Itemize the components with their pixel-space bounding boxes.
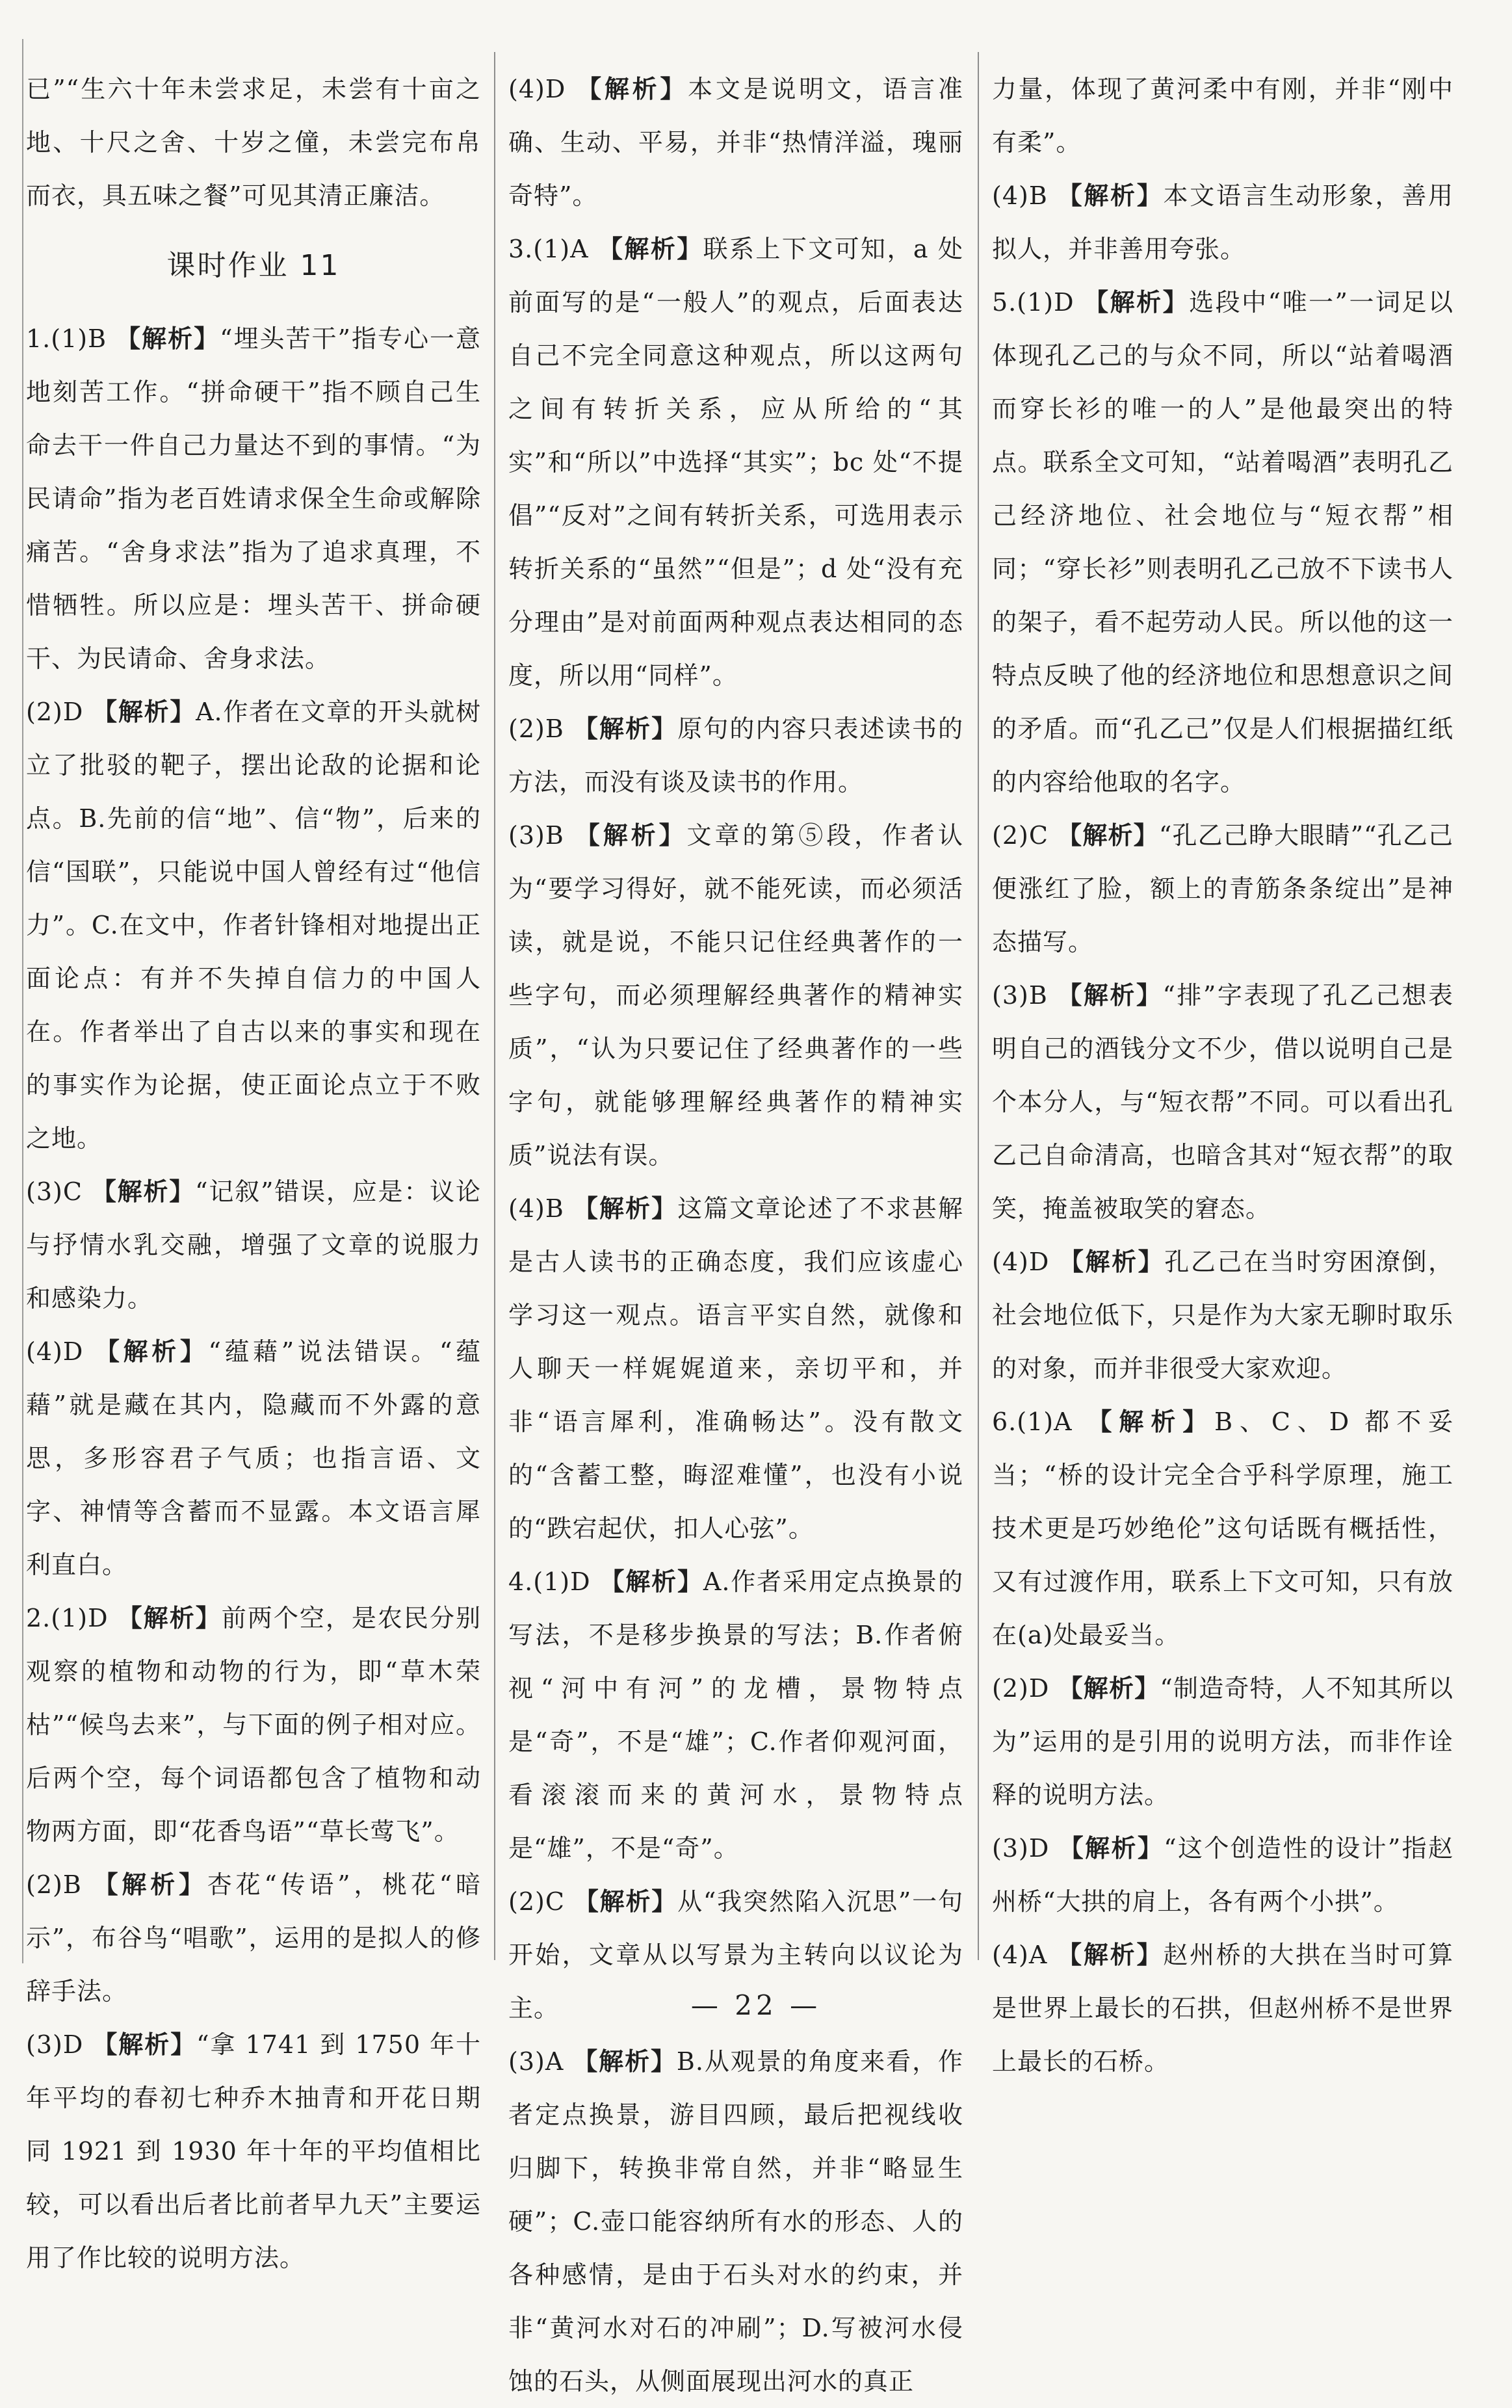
analysis-label: 【解析】 <box>116 324 220 353</box>
analysis-label: 【解析】 <box>117 1604 222 1632</box>
analysis-label: 【解析】 <box>577 75 688 103</box>
left-margin-strip <box>0 39 23 1963</box>
column-divider-2 <box>978 52 979 1960</box>
analysis-label: 【解析】 <box>91 1177 196 1206</box>
analysis-label: 【解析】 <box>598 235 703 263</box>
analysis-label: 【解析】 <box>573 1887 678 1916</box>
page-number: — 22 — <box>690 1989 822 2021</box>
answer-q5-2: (2)C 【解析】“孔乙己睁大眼睛”“孔乙己便涨红了脸，额上的青筋条条绽出”是神态描写。 <box>992 821 1453 956</box>
analysis-label: 【解析】 <box>1087 1407 1215 1436</box>
analysis-label: 【解析】 <box>573 1194 678 1223</box>
answer-q2-3: (3)D 【解析】“拿 1741 到 1750 年十年平均的春初七种乔木抽青和开花日期同 1921 到 1930 年十年的平均值相比较，可以看出后者比前者早九天”主要运用了作比较的说明方法。 <box>26 2030 481 2272</box>
section-title: 课时作业 11 <box>166 249 341 282</box>
column-left <box>26 62 482 2272</box>
column-right <box>992 62 1454 2076</box>
analysis-label: 【解析】 <box>1084 288 1190 317</box>
analysis-label: 【解析】 <box>1057 181 1164 210</box>
answer-q1-4: (4)D 【解析】“蕴藉”说法错误。“蕴藉”就是藏在其内，隐藏而不外露的意思，多形容君子气质；也指言语、文字、神情等含蓄而不显露。本文语言犀利直白。 <box>26 1337 481 1579</box>
analysis-label: 【解析】 <box>92 2030 197 2059</box>
answer-q6-4: (4)A 【解析】赵州桥的大拱在当时可算是世界上最长的石拱，但赵州桥不是世界上最长的石桥。 <box>992 1941 1453 2076</box>
answer-q1-1: 1.(1)B 【解析】“埋头苦干”指专心一意地刻苦工作。“拼命硬干”指不顾自己生命去干一件自己力量达不到的事情。“为民请命”指为老百姓请求保全生命或解除痛苦。“舍身求法”指为了追求真理，不惜牺牲。所以应是：埋头苦干、拼命硬干、为民请命、舍身求法。 <box>26 324 481 673</box>
answer-q1-2: (2)D 【解析】A.作者在文章的开头就树立了批驳的靶子，摆出论敌的论据和论点。B.先前的信“地”、信“物”，后来的信“国联”，只能说中国人曾经有过“他信力”。C.在文中，作者针锋相对地提出正面论点：有并不失掉自信力的中国人在。作者举出了自古以来的事实和现在的事实作为论据，使正面论点立于不败之地。 <box>26 698 482 1153</box>
answer-q6-1: 6.(1)A 【解析】B、C、D 都不妥当；“桥的设计完全合乎科学原理，施工技术更是巧妙绝伦”这句话既有概括性，又有过渡作用，联系上下文可知，只有放在(a)处最妥当。 <box>992 1407 1454 1649</box>
analysis-label: 【解析】 <box>575 821 687 850</box>
column-divider-1 <box>494 52 495 1960</box>
analysis-label: 【解析】 <box>1058 1674 1160 1703</box>
answer-q4-4: (4)B 【解析】本文语言生动形象，善用拟人，并非善用夸张。 <box>992 181 1453 263</box>
answer-q2-4: (4)D 【解析】本文是说明文，语言准确、生动、平易，并非“热情洋溢，瑰丽奇特”。 <box>508 75 963 210</box>
answer-q6-2: (2)D 【解析】“制造奇特，人不知其所以为”运用的是引用的说明方法，而非作诠释的说明方法。 <box>992 1674 1453 1809</box>
answer-q5-3: (3)B 【解析】“排”字表现了孔乙己想表明自己的酒钱分文不少，借以说明自己是个本分人，与“短衣帮”不同。可以看出孔乙己自命清高，也暗含其对“短衣帮”的取笑，掩盖被取笑的窘态。 <box>992 981 1453 1223</box>
analysis-label: 【解析】 <box>1057 981 1163 1010</box>
analysis-label: 【解析】 <box>95 1337 209 1366</box>
analysis-label: 【解析】 <box>1057 1941 1164 1969</box>
analysis-label: 【解析】 <box>93 1870 207 1899</box>
answer-q4-3-continuation: 力量，体现了黄河柔中有刚，并非“刚中有柔”。 <box>992 75 1453 157</box>
answer-q5-4: (4)D 【解析】孔乙己在当时穷困潦倒，社会地位低下，只是作为大家无聊时取乐的对象，而并非很受大家欢迎。 <box>992 1248 1453 1383</box>
answer-q3-4: (4)B 【解析】这篇文章论述了不求甚解是古人读书的正确态度，我们应该虚心学习这一观点。语言平实自然，就像和人聊天一样娓娓道来，亲切平和，并非“语言犀利，准确畅达”。没有散文的“含蓄工整，晦涩难懂”，也没有小说的“跌宕起伏，扣人心弦”。 <box>508 1194 963 1543</box>
answer-q4-3: (3)A 【解析】B.从观景的角度来看，作者定点换景，游目四顾，最后把视线收归脚下，转换非常自然，并非“略显生硬”；C.壶口能容纳所有水的形态、人的各种感情，是由于石头对水的约束，并非“黄河水对石的冲刷”；D.写被河水侵蚀的石头，从侧面展现出河水的真正 <box>508 2047 963 2396</box>
answer-q4-2: (2)C 【解析】从“我突然陷入沉思”一句开始，文章从以写景为主转向以议论为主。 <box>508 1887 963 2022</box>
analysis-label: 【解析】 <box>1058 1834 1164 1863</box>
answer-q3-1: 3.(1)A 【解析】联系上下文可知，a 处前面写的是“一般人”的观点，后面表达自己不完全同意这种观点，所以这两句之间有转折关系，应从所给的“其实”和“所以”中选择“其实”；bc 处“不提倡”“反对”之间有转折关系，可选用表示转折关系的“虽然”“但是”；d 处“没有充分理由”是对前面两种观点表达相同的态度，所以用“同样”。 <box>508 235 963 690</box>
answer-q4-1: 4.(1)D 【解析】A.作者采用定点换景的写法，不是移步换景的写法；B.作者俯视“河中有河”的龙槽，景物特点是“奇”，不是“雄”；C.作者仰观河面，看滚滚而来的黄河水，景物特点是“雄”，不是“奇”。 <box>508 1567 963 1863</box>
answer-q1-3: (3)C 【解析】“记叙”错误，应是：议论与抒情水乳交融，增强了文章的说服力和感染力。 <box>26 1177 481 1313</box>
answer-q6-3: (3)D 【解析】“这个创造性的设计”指赵州桥“大拱的肩上，各有两个小拱”。 <box>992 1834 1453 1916</box>
analysis-label: 【解析】 <box>573 714 678 743</box>
analysis-label: 【解析】 <box>599 1567 703 1596</box>
analysis-label: 【解析】 <box>1057 821 1159 850</box>
analysis-label: 【解析】 <box>1058 1248 1165 1276</box>
previous-answer-continuation: 已”“生六十年未尝求足，未尝有十亩之地、十尺之舍、十岁之僮，未尝完布帛而衣，具五味之餐”可见其清正廉洁。 <box>26 75 481 210</box>
answer-q3-3: (3)B 【解析】文章的第⑤段，作者认为“要学习得好，就不能死读，而必须活读，就是说，不能只记住经典著作的一些字句，而必须理解经典著作的精神实质”，“认为只要记住了经典著作的一些字句，就能够理解经典著作的精神实质”说法有误。 <box>508 821 963 1170</box>
answer-q5-1: 5.(1)D 【解析】选段中“唯一”一词足以体现孔乙己的与众不同，所以“站着喝酒而穿长衫的唯一的人”是他最突出的特点。联系全文可知，“站着喝酒”表明孔乙己经济地位、社会地位与“短衣帮”相同；“穿长衫”则表明孔乙己放不下读书人的架子，看不起劳动人民。所以他的这一特点反映了他的经济地位和思想意识之间的矛盾。而“孔乙己”仅是人们根据描红纸的内容给他取的名字。 <box>992 288 1453 796</box>
answer-q3-2: (2)B 【解析】原句的内容只表述读书的方法，而没有谈及读书的作用。 <box>508 714 963 796</box>
answer-q2-2: (2)B 【解析】杏花“传语”，桃花“暗示”，布谷鸟“唱歌”，运用的是拟人的修辞手法。 <box>26 1870 481 2006</box>
analysis-label: 【解析】 <box>573 2047 677 2076</box>
analysis-label: 【解析】 <box>92 698 196 726</box>
answer-q2-1: 2.(1)D 【解析】前两个空，是农民分别观察的植物和动物的行为，即“草木荣枯”“候鸟去来”，与下面的例子相对应。后两个空，每个词语都包含了植物和动物两方面，即“花香鸟语”“草长莺飞”。 <box>26 1604 481 1846</box>
